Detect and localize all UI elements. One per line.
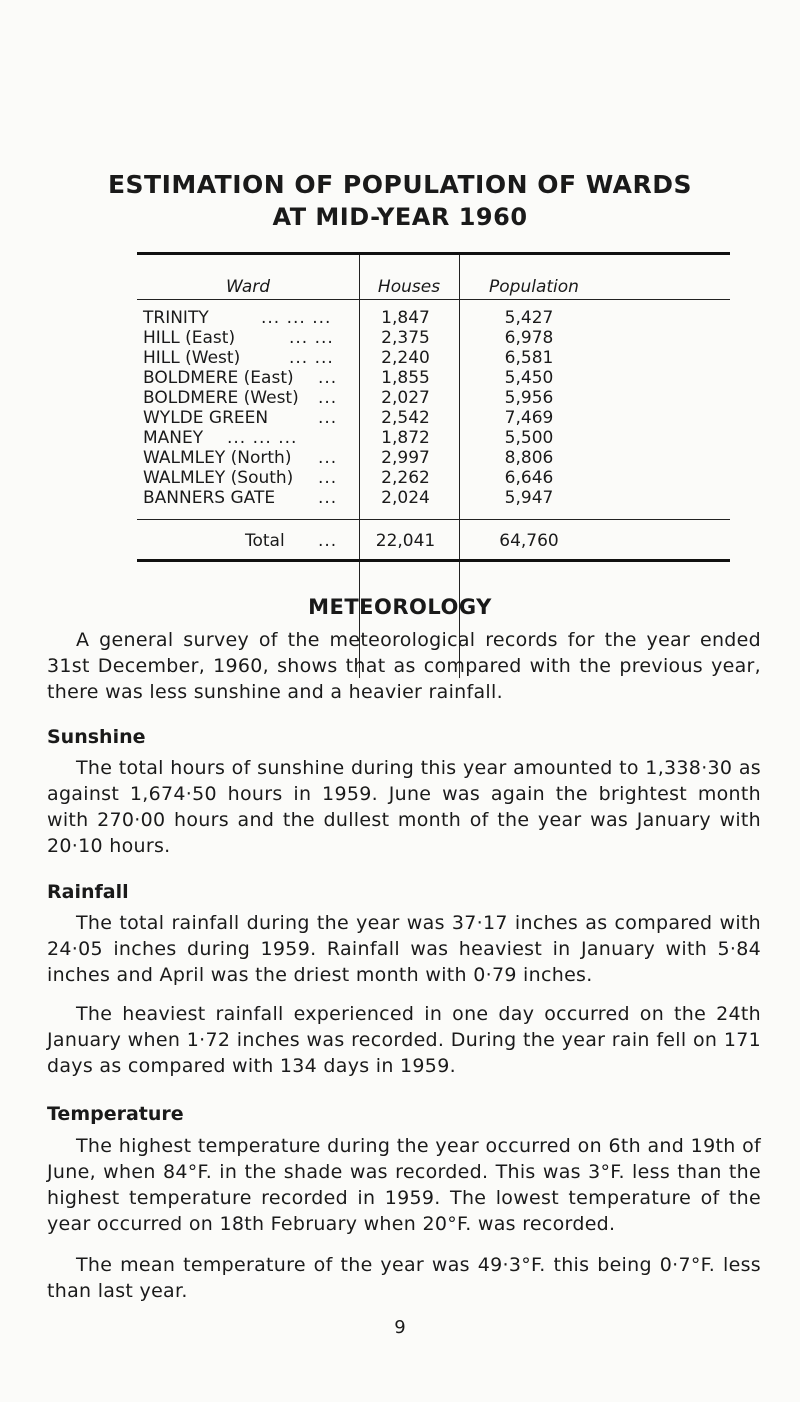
temperature-paragraph-2 (47, 1252, 761, 1304)
leader-dots: ... (318, 388, 338, 408)
ward-name: BANNERS GATE (143, 488, 276, 508)
header-rule (137, 299, 730, 300)
table-row (137, 348, 730, 368)
leader-dots: ... ... ... (227, 428, 298, 448)
population-value: 6,646 (504, 468, 554, 488)
sunshine-paragraph (47, 755, 761, 859)
table-row (137, 308, 730, 328)
temperature-text-2: The mean temperature of the year was 49·3°F. this being 0·7°F. less than last year. (47, 1254, 761, 1302)
leader-dots: ... (318, 408, 338, 428)
rainfall-paragraph-1 (47, 910, 761, 988)
population-value: 5,450 (504, 368, 554, 388)
table-bottom-rule (137, 559, 730, 562)
houses-value: 2,024 (381, 488, 430, 508)
table-top-rule (137, 252, 730, 255)
total-population: 64,760 (499, 531, 559, 551)
table-row (137, 368, 730, 388)
ward-name: TRINITY (143, 308, 209, 328)
leader-dots: ... (318, 448, 338, 468)
population-value: 7,469 (504, 408, 554, 428)
houses-value: 2,997 (381, 448, 430, 468)
population-value: 6,581 (504, 348, 554, 368)
table-row (137, 428, 730, 448)
ward-name: BOLDMERE (East) (143, 368, 294, 388)
ward-name: WALMLEY (South) (143, 468, 294, 488)
rainfall-heading: Rainfall (47, 881, 129, 903)
ward-name: BOLDMERE (West) (143, 388, 299, 408)
houses-value: 1,847 (381, 308, 430, 328)
leader-dots: ... (318, 368, 338, 388)
population-value: 5,500 (504, 428, 554, 448)
ward-name: HILL (East) (143, 328, 236, 348)
table-row (137, 488, 730, 508)
ward-name: WYLDE GREEN (143, 408, 269, 428)
sunshine-text: The total hours of sunshine during this year amounted to 1,338·30 as against 1,674·50 hours in 1959. June was again the brightest month with 270·00 hours and the dullest month of the year was January with 20·10 hours. (47, 757, 761, 857)
intro-text: A general survey of the meteorological records for the year ended 31st December, 1960, shows that as compared with the previous year, there was less sunshine and a heavier rainfall. (47, 629, 761, 703)
page-subtitle: AT MID-YEAR 1960 (272, 203, 528, 231)
population-value: 5,427 (504, 308, 554, 328)
table-row (137, 408, 730, 428)
total-label: Total (245, 531, 285, 551)
rainfall-text-2: The heaviest rainfall experienced in one day occurred on the 24th January when 1·72 inches was recorded. During the year rain fell on 171 days as compared with 134 days in 1959. (47, 1003, 761, 1077)
houses-value: 1,855 (381, 368, 430, 388)
table-row (137, 328, 730, 348)
page-title: ESTIMATION OF POPULATION OF WARDS (107, 170, 693, 199)
intro-paragraph (47, 627, 761, 705)
table-row (137, 448, 730, 468)
houses-value: 1,872 (381, 428, 430, 448)
houses-value: 2,542 (381, 408, 430, 428)
header-houses: Houses (377, 277, 441, 297)
total-row (137, 531, 730, 551)
rainfall-paragraph-2 (47, 1001, 761, 1079)
temperature-heading: Temperature (47, 1103, 184, 1125)
header-ward: Ward (225, 277, 271, 297)
temperature-text-1: The highest temperature during the year occurred on 6th and 19th of June, when 84°F. in the shade was recorded. This was 3°F. less than the highest temperature recorded in 1959. The lowest temperature of the year occurred on 18th February when 20°F. was recorded. (47, 1135, 761, 1235)
leader-dots: ... (318, 531, 338, 551)
ward-name: MANEY (143, 428, 204, 448)
houses-value: 2,240 (381, 348, 430, 368)
leader-dots: ... ... ... (261, 308, 332, 328)
population-value: 8,806 (504, 448, 554, 468)
rainfall-text-1: The total rainfall during the year was 37·17 inches as compared with 24·05 inches during 1959. Rainfall was heaviest in January with 5·84 inches and April was the driest month with 0·79 inches. (47, 912, 761, 986)
sunshine-heading: Sunshine (47, 726, 146, 748)
leader-dots: ... (318, 488, 338, 508)
leader-dots: ... ... (289, 328, 334, 348)
table-row (137, 468, 730, 488)
header-population: Population (489, 277, 579, 297)
page-number: 9 (394, 1317, 406, 1338)
houses-value: 2,262 (381, 468, 430, 488)
ward-name: WALMLEY (North) (143, 448, 292, 468)
temperature-paragraph-1 (47, 1133, 761, 1237)
leader-dots: ... (318, 468, 338, 488)
population-value: 5,956 (504, 388, 554, 408)
population-value: 6,978 (504, 328, 554, 348)
houses-value: 2,375 (381, 328, 430, 348)
population-value: 5,947 (504, 488, 554, 508)
ward-name: HILL (West) (143, 348, 241, 368)
houses-value: 2,027 (381, 388, 430, 408)
total-rule (137, 519, 730, 520)
meteorology-heading: METEOROLOGY (308, 595, 492, 619)
table-row (137, 388, 730, 408)
total-houses: 22,041 (375, 531, 436, 551)
leader-dots: ... ... (289, 348, 334, 368)
